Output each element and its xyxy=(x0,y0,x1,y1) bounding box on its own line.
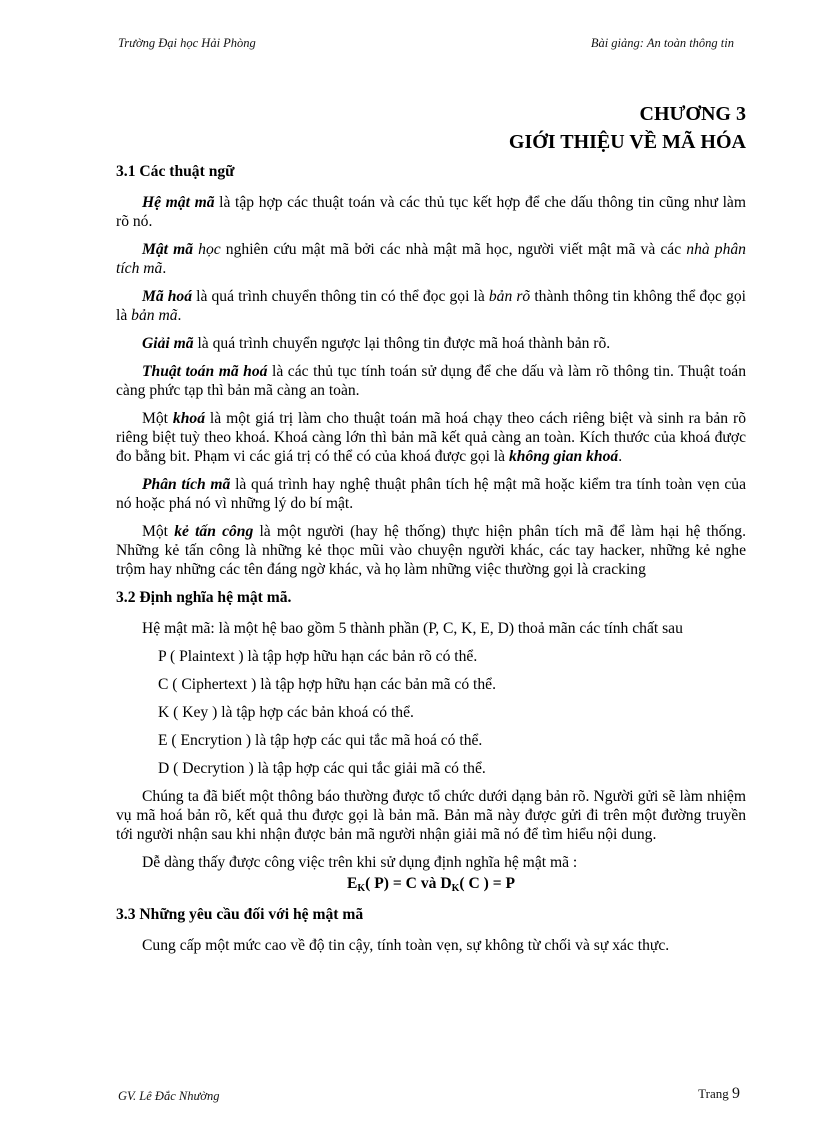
formula-part: E xyxy=(346,875,358,892)
paragraph-text: là tập hợp các thuật toán và các thủ tục kết hợp để che dấu thông tin cũng như làm rõ nó. xyxy=(116,194,746,230)
list-item: D ( Decrytion ) là tập hợp các qui tắc giải mã có thể. xyxy=(158,760,486,777)
term: khoá xyxy=(172,410,205,427)
paragraph xyxy=(116,334,746,353)
paragraph-text: thành thông tin không thể đọc gọi là xyxy=(116,288,747,324)
chapter-number: CHƯƠNG 3 xyxy=(639,103,746,125)
section-heading: 3.2 Định nghĩa hệ mật mã. xyxy=(116,589,292,606)
list-item: C ( Ciphertext ) là tập hợp hữu hạn các bản mã có thể. xyxy=(158,676,496,693)
list-item: K ( Key ) là tập hợp các bản khoá có thể. xyxy=(158,704,414,721)
chapter-heading xyxy=(509,100,746,156)
paragraph-text: . xyxy=(618,448,623,465)
term: Mật mã xyxy=(142,241,194,258)
paragraph-text: . xyxy=(177,307,182,324)
paragraph-text: . xyxy=(162,260,167,277)
chapter-title: GIỚI THIỆU VỀ MÃ HÓA xyxy=(508,131,746,153)
paragraph xyxy=(116,362,746,400)
paragraph: Cung cấp một mức cao về độ tin cậy, tính toàn vẹn, sự không từ chối và sự xác thực. xyxy=(142,937,670,954)
term: Mã hoá xyxy=(142,288,193,305)
page-label: Trang xyxy=(698,1086,729,1101)
header-institution: Trường Đại học Hải Phòng xyxy=(118,36,256,50)
term: kẻ tấn công xyxy=(174,523,254,540)
paragraph-text: Một xyxy=(142,523,175,540)
list-item: E ( Encrytion ) là tập hợp các qui tắc mã hoá có thể. xyxy=(158,732,483,749)
paragraph xyxy=(116,522,746,579)
formula-part: ( C ) = P xyxy=(459,875,516,892)
formula xyxy=(116,874,746,893)
term: Thuật toán mã hoá xyxy=(142,363,268,380)
paragraph-text: là các thủ tục tính toán sử dụng để che dấu và làm rõ thông tin. Thuật toán càng phức tạp thì bản mã càng an toàn. xyxy=(116,363,746,399)
paragraph xyxy=(116,287,746,325)
list-item: P ( Plaintext ) là tập hợp hữu hạn các bản rõ có thể. xyxy=(158,648,478,665)
document-body xyxy=(116,162,746,964)
formula-subscript: K xyxy=(451,883,460,894)
term: không gian khoá xyxy=(509,448,619,465)
page-number: 9 xyxy=(732,1085,740,1102)
footer-author: GV. Lê Đắc Nhường xyxy=(118,1089,220,1103)
term: Hệ mật mã xyxy=(142,194,215,211)
paragraph-text: là quá trình chuyển ngược lại thông tin được mã hoá thành bản rõ. xyxy=(193,335,611,352)
italic-text: bản mã xyxy=(131,307,178,324)
paragraph xyxy=(116,409,746,466)
footer-page xyxy=(698,1085,740,1103)
paragraph xyxy=(116,240,746,278)
paragraph-text: là quá trình chuyển thông tin có thể đọc gọi là xyxy=(192,288,489,305)
paragraph: Dễ dàng thấy được công việc trên khi sử dụng định nghĩa hệ mật mã : xyxy=(142,854,578,871)
paragraph-text: là quá trình hay nghệ thuật phân tích hệ mật mã hoặc kiểm tra tính toàn vẹn của nó hoặc phá nó vì những lý do bí mật. xyxy=(116,476,746,512)
paragraph xyxy=(116,475,746,513)
paragraph-text: là một giá trị làm cho thuật toán mã hoá chạy theo cách riêng biệt và sinh ra bản rõ riêng biệt tuỳ theo khoá. Khoá càng lớn thì bản mã kết quả càng an toàn. Kích thước của khoá được đo bằng bit. Phạm vi các giá trị có thể có của khoá được gọi là xyxy=(116,410,746,465)
section-heading: 3.3 Những yêu cầu đối với hệ mật mã xyxy=(116,906,364,923)
italic-text: nhà phân tích mã xyxy=(116,241,746,277)
paragraph-text: nghiên cứu mật mã bởi các nhà mật mã học, người viết mật mã và các xyxy=(220,241,687,258)
paragraph: Hệ mật mã: là một hệ bao gồm 5 thành phần (P, C, K, E, D) thoả mãn các tính chất sau xyxy=(142,620,683,637)
term-suffix: học xyxy=(193,241,221,258)
paragraph-text: Một xyxy=(142,410,173,427)
formula-subscript: K xyxy=(357,883,366,894)
term: Giải mã xyxy=(142,335,194,352)
paragraph-text: là một người (hay hệ thống) thực hiện phân tích mã để làm hại hệ thống. Những kẻ tấn công là những kẻ thọc mũi vào chuyện người khác, các tay hacker, những kẻ nghe trộm hay những các tên đáng ngờ khác, và họ làm những việc thường gọi là cracking xyxy=(116,523,746,578)
header-course: Bài giảng: An toàn thông tin xyxy=(590,36,734,50)
paragraph: Chúng ta đã biết một thông báo thường được tổ chức dưới dạng bản rõ. Người gửi sẽ làm nhiệm vụ mã hoá bản rõ, kết quả thu được gọi là bản mã. Bản mã này được gửi đi trên một đường truyền tới người nhận sau khi nhận được bản mã người nhận giải mã nó để tìm hiểu nội dung. xyxy=(116,788,746,843)
formula-part: ( P) = C và D xyxy=(365,875,452,892)
section-heading: 3.1 Các thuật ngữ xyxy=(116,163,235,180)
term: Phân tích mã xyxy=(142,476,231,493)
italic-text: bản rõ xyxy=(488,288,531,305)
paragraph xyxy=(116,193,746,231)
